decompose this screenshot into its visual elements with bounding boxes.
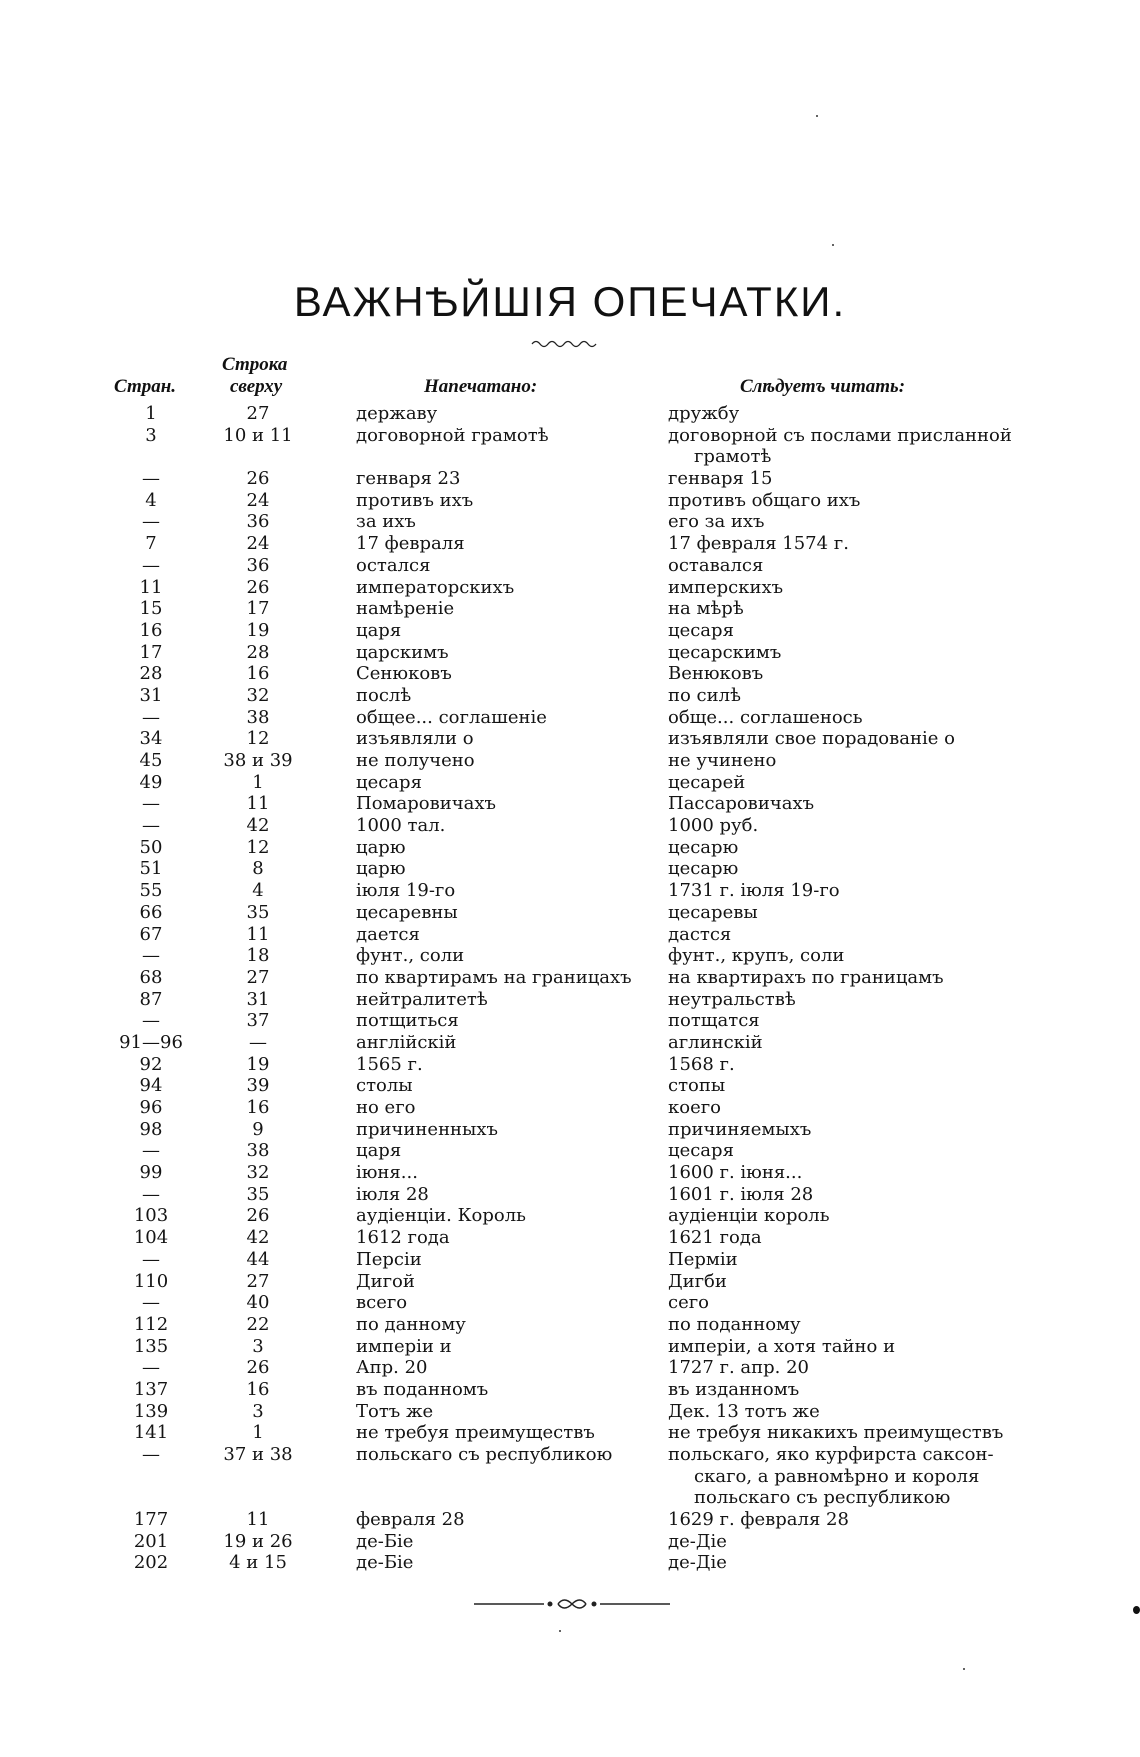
- cell-line: 31: [246, 988, 270, 1010]
- cell-line: 24: [246, 533, 270, 555]
- header-read: Слѣдуетъ читать:: [740, 376, 906, 397]
- cell-page: 31: [139, 684, 163, 706]
- cell-printed: причиненныхъ: [356, 1118, 498, 1140]
- cell-page: 94: [139, 1075, 163, 1097]
- cell-line: —: [249, 1031, 267, 1053]
- cell-printed: англійскій: [356, 1031, 457, 1053]
- cell-page: 49: [139, 771, 163, 793]
- table-row: [0, 772, 1140, 794]
- cell-read: причиняемыхъ: [668, 1118, 812, 1140]
- end-ornament: [472, 1592, 672, 1616]
- cell-read: [668, 1444, 1038, 1509]
- table-row: [0, 1010, 1140, 1032]
- cell-read: аглинскій: [668, 1031, 763, 1053]
- table-row: [0, 1336, 1140, 1358]
- cell-printed: Сенюковъ: [356, 663, 452, 685]
- cell-line: 4: [252, 880, 264, 902]
- cell-printed: столы: [356, 1075, 413, 1097]
- table-row: [0, 1401, 1140, 1423]
- cell-line: 22: [246, 1313, 270, 1335]
- table-row: [0, 1140, 1140, 1162]
- table-row: [0, 1271, 1140, 1293]
- cell-line: 18: [246, 945, 270, 967]
- table-row: [0, 511, 1140, 533]
- cell-printed: царю: [356, 836, 406, 858]
- cell-printed: не требуя преимуществъ: [356, 1422, 595, 1444]
- cell-printed: де-Біе: [356, 1552, 414, 1574]
- cell-read: дружбу: [668, 403, 740, 424]
- cell-printed: Апр. 20: [356, 1357, 428, 1379]
- cell-page: 103: [133, 1205, 169, 1227]
- paper-speck: [963, 1668, 965, 1670]
- cell-line: 11: [246, 1509, 270, 1531]
- cell-line: 24: [246, 489, 270, 511]
- cell-printed: Дигой: [356, 1270, 415, 1292]
- table-row: [0, 1444, 1140, 1509]
- cell-page: 50: [139, 836, 163, 858]
- cell-page: 16: [139, 619, 163, 641]
- cell-printed: общее... соглашеніе: [356, 706, 547, 728]
- cell-line: 27: [246, 1270, 270, 1292]
- cell-printed: іюня...: [356, 1162, 418, 1184]
- cell-line: 26: [246, 468, 270, 490]
- cell-printed: Помаровичахъ: [356, 793, 496, 815]
- page-title: ВАЖНѢЙШІЯ ОПЕЧАТКИ.: [293, 278, 847, 325]
- cell-read: его за ихъ: [668, 511, 765, 533]
- cell-read: Перміи: [668, 1248, 738, 1270]
- cell-read: изъявляли свое порадованіе о: [668, 728, 955, 750]
- table-row: [0, 1249, 1140, 1271]
- cell-page: —: [142, 468, 160, 490]
- cell-read: не требуя никакихъ преимуществъ: [668, 1422, 1004, 1444]
- cell-read: по силѣ: [668, 684, 741, 706]
- cell-printed: нейтралитетѣ: [356, 988, 488, 1010]
- table-row: [0, 1205, 1140, 1227]
- cell-line: 44: [246, 1248, 270, 1270]
- cell-printed: генваря 23: [356, 468, 461, 490]
- cell-read: оставался: [668, 554, 764, 576]
- table-row: [0, 1032, 1140, 1054]
- cell-line: 35: [246, 901, 270, 923]
- cell-page: 7: [145, 533, 157, 555]
- cell-line: 27: [246, 966, 270, 988]
- cell-page: 87: [139, 988, 163, 1010]
- cell-printed: іюля 19-го: [356, 880, 456, 902]
- table-row: [0, 663, 1140, 685]
- table-row: [0, 924, 1140, 946]
- cell-read: 1621 года: [668, 1227, 762, 1249]
- cell-printed: 1565 г.: [356, 1053, 423, 1075]
- cell-printed: за ихъ: [356, 511, 416, 533]
- cell-read: Дек. 13 тотъ же: [668, 1400, 820, 1422]
- cell-line: 16: [246, 663, 270, 685]
- table-row: [0, 685, 1140, 707]
- table-row: [0, 707, 1140, 729]
- cell-page: 137: [133, 1378, 169, 1400]
- errata-table: [0, 403, 1140, 1574]
- table-row: [0, 1097, 1140, 1119]
- cell-page: 141: [133, 1422, 169, 1444]
- table-row: [0, 1162, 1140, 1184]
- cell-line: 35: [246, 1183, 270, 1205]
- cell-line: 42: [246, 815, 270, 837]
- cell-page: —: [142, 1140, 160, 1162]
- cell-read: не учинено: [668, 750, 777, 772]
- cell-printed: 17 февраля: [356, 533, 465, 555]
- table-row: [0, 403, 1140, 425]
- cell-page: 55: [139, 880, 163, 902]
- cell-printed: послѣ: [356, 684, 412, 706]
- cell-printed: потщиться: [356, 1010, 459, 1032]
- cell-line: 19: [246, 1053, 270, 1075]
- cell-read-line: договорной съ послами присланной: [668, 424, 1012, 446]
- cell-read: обще... соглашенось: [668, 706, 863, 728]
- cell-printed: дается: [356, 923, 420, 945]
- cell-printed: державу: [356, 403, 438, 424]
- paper-speck: [1133, 1606, 1140, 1614]
- cell-line: 9: [252, 1118, 264, 1140]
- cell-line: 19: [246, 619, 270, 641]
- cell-read: 1600 г. іюня...: [668, 1162, 803, 1184]
- cell-read: коего: [668, 1097, 722, 1119]
- table-row: [0, 620, 1140, 642]
- cell-page: 96: [139, 1097, 163, 1119]
- cell-line: 36: [246, 511, 270, 533]
- table-row: [0, 1054, 1140, 1076]
- cell-read: имперіи, а хотя тайно и: [668, 1335, 896, 1357]
- cell-printed: договорной грамотѣ: [356, 424, 549, 446]
- cell-read: Пассаровичахъ: [668, 793, 815, 815]
- paper-speck: [816, 115, 818, 117]
- cell-read: цесаря: [668, 1140, 734, 1162]
- cell-read: [668, 425, 1038, 468]
- cell-read: на квартирахъ по границамъ: [668, 966, 944, 988]
- cell-printed: 1000 тал.: [356, 815, 446, 837]
- cell-page: 139: [133, 1400, 169, 1422]
- cell-line: 37: [246, 1010, 270, 1032]
- cell-page: —: [142, 793, 160, 815]
- cell-printed: остался: [356, 554, 431, 576]
- table-row: [0, 902, 1140, 924]
- header-line-top: Строка: [222, 354, 288, 375]
- cell-printed: де-Біе: [356, 1530, 414, 1552]
- cell-read: фунт., крупъ, соли: [668, 945, 845, 967]
- table-row: [0, 1314, 1140, 1336]
- cell-page: —: [142, 945, 160, 967]
- cell-read-line: польскаго, яко курфирста саксон-: [668, 1444, 994, 1466]
- table-row: [0, 858, 1140, 880]
- table-row: [0, 989, 1140, 1011]
- cell-line: 10 и 11: [223, 424, 293, 446]
- cell-read: на мѣрѣ: [668, 598, 744, 620]
- cell-page: —: [142, 1292, 160, 1314]
- cell-printed: 1612 года: [356, 1227, 450, 1249]
- cell-printed: изъявляли о: [356, 728, 474, 750]
- cell-read: 17 февраля 1574 г.: [668, 533, 849, 555]
- cell-line: 3: [252, 1335, 264, 1357]
- cell-read: цесарскимъ: [668, 641, 782, 663]
- cell-line: 4 и 15: [229, 1552, 287, 1574]
- cell-printed: не получено: [356, 750, 475, 772]
- cell-page: 1: [145, 403, 157, 424]
- table-row: [0, 1357, 1140, 1379]
- cell-read: 1568 г.: [668, 1053, 735, 1075]
- cell-read: цесаревы: [668, 901, 758, 923]
- cell-page: 68: [139, 966, 163, 988]
- cell-printed: противъ ихъ: [356, 489, 474, 511]
- table-row: [0, 1119, 1140, 1141]
- cell-line: 37 и 38: [223, 1444, 293, 1466]
- cell-printed: польскаго съ республикою: [356, 1444, 613, 1466]
- cell-read: де-Діе: [668, 1530, 727, 1552]
- cell-page: 110: [133, 1270, 169, 1292]
- table-row: [0, 1552, 1140, 1574]
- cell-read: сего: [668, 1292, 710, 1314]
- cell-page: 135: [133, 1335, 169, 1357]
- cell-page: 17: [139, 641, 163, 663]
- cell-read: Дигби: [668, 1270, 727, 1292]
- cell-printed: по данному: [356, 1313, 466, 1335]
- cell-line: 26: [246, 1205, 270, 1227]
- cell-printed: императорскихъ: [356, 576, 515, 598]
- cell-page: 92: [139, 1053, 163, 1075]
- table-row: [0, 1379, 1140, 1401]
- cell-page: 91—96: [119, 1031, 183, 1053]
- cell-line: 1: [252, 771, 264, 793]
- cell-read: 1601 г. іюля 28: [668, 1183, 814, 1205]
- cell-page: —: [142, 1444, 160, 1466]
- cell-line: 28: [246, 641, 270, 663]
- table-row: [0, 1292, 1140, 1314]
- cell-printed: намѣреніе: [356, 598, 455, 620]
- cell-read: де-Діе: [668, 1552, 727, 1574]
- cell-printed: іюля 28: [356, 1183, 429, 1205]
- cell-printed: царю: [356, 858, 406, 880]
- cell-page: —: [142, 554, 160, 576]
- cell-page: 67: [139, 923, 163, 945]
- paper-speck: [559, 1630, 561, 1632]
- table-row: [0, 1531, 1140, 1553]
- cell-printed: цесаря: [356, 771, 422, 793]
- cell-line: 38 и 39: [223, 750, 293, 772]
- cell-page: —: [142, 1248, 160, 1270]
- cell-line: 26: [246, 576, 270, 598]
- cell-page: —: [142, 511, 160, 533]
- cell-line: 1: [252, 1422, 264, 1444]
- cell-line: 11: [246, 923, 270, 945]
- cell-printed: Персіи: [356, 1248, 422, 1270]
- table-row: [0, 555, 1140, 577]
- cell-line: 26: [246, 1357, 270, 1379]
- cell-page: —: [142, 1183, 160, 1205]
- cell-printed: Тотъ же: [356, 1400, 434, 1422]
- cell-read: стопы: [668, 1075, 726, 1097]
- cell-page: —: [142, 815, 160, 837]
- table-row: [0, 598, 1140, 620]
- cell-read: по поданному: [668, 1313, 801, 1335]
- cell-page: 3: [145, 424, 157, 446]
- cell-page: 66: [139, 901, 163, 923]
- cell-page: —: [142, 1357, 160, 1379]
- cell-read-line: скаго, а равномѣрно и короля: [694, 1465, 980, 1487]
- cell-page: 4: [145, 489, 157, 511]
- cell-page: 15: [139, 598, 163, 620]
- cell-line: 32: [246, 1162, 270, 1184]
- cell-line: 12: [246, 728, 270, 750]
- cell-read: противъ общаго ихъ: [668, 489, 861, 511]
- cell-read: въ изданномъ: [668, 1378, 800, 1400]
- cell-page: 45: [139, 750, 163, 772]
- table-row: [0, 837, 1140, 859]
- table-row: [0, 750, 1140, 772]
- cell-read: Венюковъ: [668, 663, 764, 685]
- table-row: [0, 1184, 1140, 1206]
- cell-printed: по квартирамъ на границахъ: [356, 966, 632, 988]
- cell-read: генваря 15: [668, 468, 773, 490]
- table-row: [0, 490, 1140, 512]
- cell-line: 32: [246, 684, 270, 706]
- cell-line: 11: [246, 793, 270, 815]
- cell-read: потщатся: [668, 1010, 760, 1032]
- cell-line: 16: [246, 1378, 270, 1400]
- header-printed: Напечатано:: [424, 376, 538, 397]
- cell-printed: всего: [356, 1292, 408, 1314]
- cell-read: неутральствѣ: [668, 988, 796, 1010]
- cell-line: 12: [246, 836, 270, 858]
- table-row: [0, 1422, 1140, 1444]
- cell-read-line: грамотѣ: [694, 446, 772, 468]
- cell-line: 40: [246, 1292, 270, 1314]
- cell-line: 17: [246, 598, 270, 620]
- cell-page: 98: [139, 1118, 163, 1140]
- table-row: [0, 1227, 1140, 1249]
- cell-printed: царя: [356, 1140, 402, 1162]
- cell-read: 1000 руб.: [668, 815, 759, 837]
- cell-line: 36: [246, 554, 270, 576]
- header-line-bottom: сверху: [230, 376, 283, 397]
- cell-printed: цесаревны: [356, 901, 458, 923]
- cell-read: цесарю: [668, 858, 739, 880]
- table-row: [0, 880, 1140, 902]
- paper-speck: [832, 244, 834, 246]
- cell-page: 28: [139, 663, 163, 685]
- header-page: Стран.: [114, 376, 177, 397]
- cell-printed: фунт., соли: [356, 945, 465, 967]
- table-row: [0, 945, 1140, 967]
- title-wave-ornament: [530, 338, 602, 348]
- table-row: [0, 468, 1140, 490]
- cell-page: 177: [133, 1509, 169, 1531]
- cell-page: 201: [133, 1530, 169, 1552]
- table-row: [0, 1075, 1140, 1097]
- table-row: [0, 425, 1140, 468]
- table-row: [0, 815, 1140, 837]
- cell-read: цесаря: [668, 619, 734, 641]
- cell-page: 99: [139, 1162, 163, 1184]
- cell-page: 112: [133, 1313, 169, 1335]
- cell-line: 19 и 26: [223, 1530, 293, 1552]
- cell-read: 1727 г. апр. 20: [668, 1357, 810, 1379]
- cell-page: 104: [133, 1227, 169, 1249]
- table-row: [0, 728, 1140, 750]
- cell-line: 39: [246, 1075, 270, 1097]
- cell-read: цесарю: [668, 836, 739, 858]
- cell-printed: царскимъ: [356, 641, 449, 663]
- cell-line: 42: [246, 1227, 270, 1249]
- cell-read: цесарей: [668, 771, 746, 793]
- cell-printed: аудіенціи. Король: [356, 1205, 526, 1227]
- cell-read: дастся: [668, 923, 732, 945]
- cell-printed: февраля 28: [356, 1509, 465, 1531]
- table-row: [0, 793, 1140, 815]
- cell-read: 1731 г. іюля 19-го: [668, 880, 840, 902]
- table-row: [0, 577, 1140, 599]
- cell-read: 1629 г. февраля 28: [668, 1509, 849, 1531]
- cell-line: 16: [246, 1097, 270, 1119]
- cell-page: 11: [139, 576, 163, 598]
- cell-line: 27: [246, 403, 270, 424]
- cell-read: имперскихъ: [668, 576, 784, 598]
- cell-line: 38: [246, 1140, 270, 1162]
- cell-page: 202: [133, 1552, 169, 1574]
- cell-read-line: польскаго съ республикою: [694, 1487, 951, 1509]
- table-row: [0, 533, 1140, 555]
- cell-line: 38: [246, 706, 270, 728]
- cell-page: —: [142, 706, 160, 728]
- cell-read: аудіенціи король: [668, 1205, 830, 1227]
- table-row: [0, 1509, 1140, 1531]
- cell-printed: въ поданномъ: [356, 1378, 489, 1400]
- cell-line: 8: [252, 858, 264, 880]
- cell-printed: но его: [356, 1097, 416, 1119]
- cell-printed: имперіи и: [356, 1335, 452, 1357]
- cell-page: 51: [139, 858, 163, 880]
- cell-page: —: [142, 1010, 160, 1032]
- table-row: [0, 967, 1140, 989]
- cell-line: 3: [252, 1400, 264, 1422]
- cell-printed: царя: [356, 619, 402, 641]
- table-row: [0, 642, 1140, 664]
- cell-page: 34: [139, 728, 163, 750]
